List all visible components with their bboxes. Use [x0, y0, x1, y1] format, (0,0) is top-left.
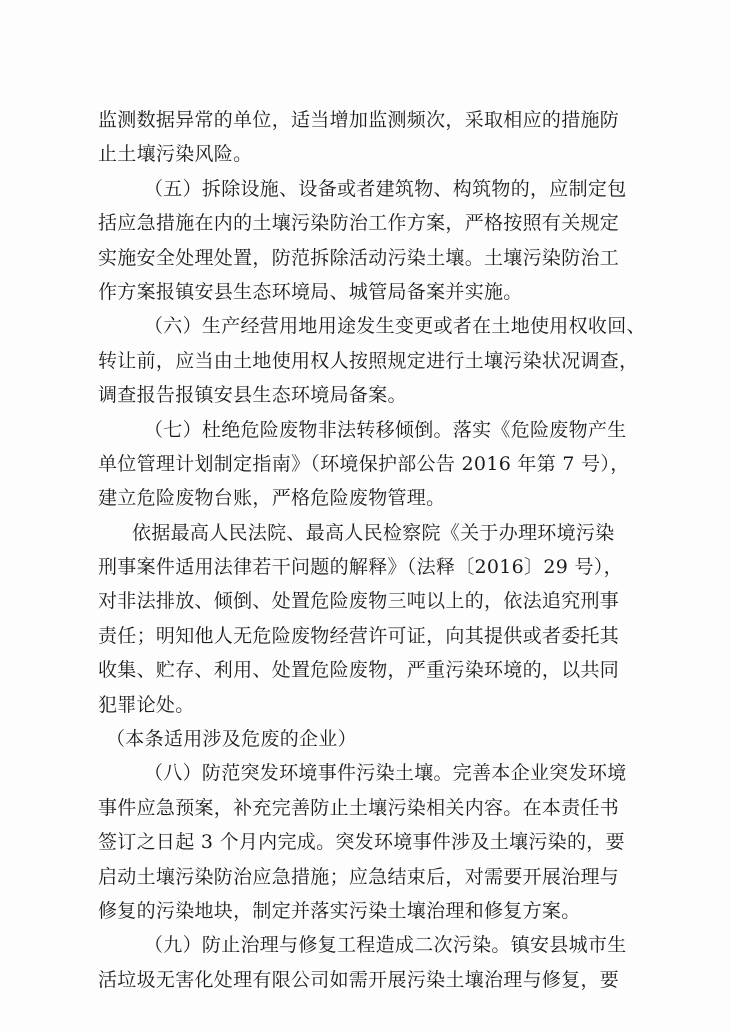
- text-line: 责任；明知他人无危险废物经营许可证，向其提供或者委托其: [98, 624, 620, 647]
- text-line: 建立危险废物台账，严格危险废物管理。: [98, 487, 446, 510]
- text-line: 修复的污染地块，制定并落实污染土壤治理和修复方案。: [98, 899, 581, 922]
- text-line: （本条适用涉及危废的企业）: [106, 728, 357, 751]
- text-line: 调查报告报镇安县生态环境局备案。: [98, 384, 407, 407]
- text-line: 事件应急预案，补充完善防止土壤污染相关内容。在本责任书: [98, 796, 620, 819]
- text-line: （七）杜绝危险废物非法转移倾倒。落实《危险废物产生: [144, 418, 627, 441]
- text-line: （五）拆除设施、设备或者建筑物、构筑物的，应制定包: [144, 177, 627, 200]
- text-line: 依据最高人民法院、最高人民检察院《关于办理环境污染: [132, 521, 615, 544]
- text-line: 收集、贮存、利用、处置危险废物，严重污染环境的，以共同: [98, 659, 620, 682]
- text-line: 作方案报镇安县生态环境局、城管局备案并实施。: [98, 280, 523, 303]
- document-body: [98, 103, 646, 997]
- text-line: 活垃圾无害化处理有限公司如需开展污染土壤治理与修复，要: [98, 968, 620, 991]
- text-line: 签订之日起 3 个月内完成。突发环境事件涉及土壤污染的，要: [98, 831, 625, 854]
- text-line: （九）防止治理与修复工程造成二次污染。镇安县城市生: [144, 934, 627, 957]
- text-line: 启动土壤污染防治应急措施；应急结束后，对需要开展治理与: [98, 865, 620, 888]
- text-line: （八）防范突发环境事件污染土壤。完善本企业突发环境: [144, 762, 627, 785]
- text-line: 实施安全处理处置，防范拆除活动污染土壤。土壤污染防治工: [98, 246, 620, 269]
- text-line: 刑事案件适用法律若干问题的解释》（法释〔2016〕29 号），: [98, 556, 623, 579]
- text-line: 括应急措施在内的土壤污染防治工作方案，严格按照有关规定: [98, 212, 620, 235]
- text-line: 犯罪论处。: [98, 693, 195, 716]
- text-line: 止土壤污染风险。: [98, 143, 253, 166]
- text-line: 监测数据异常的单位，适当增加监测频次，采取相应的措施防: [98, 109, 620, 131]
- text-line: （六）生产经营用地用途发生变更或者在土地使用权收回、: [144, 315, 646, 338]
- text-line: 单位管理计划制定指南》（环境保护部公告 2016 年第 7 号），: [98, 452, 630, 475]
- text-line: 转让前，应当由土地使用权人按照规定进行土壤污染状况调查，: [98, 349, 639, 372]
- text-line: 对非法排放、倾倒、处置危险废物三吨以上的，依法追究刑事: [98, 590, 620, 613]
